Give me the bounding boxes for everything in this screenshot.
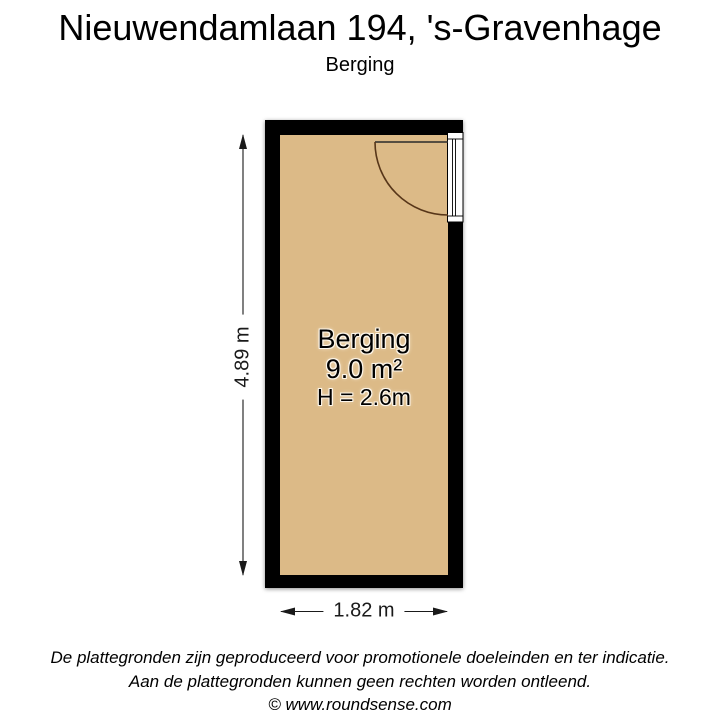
arrow-right-icon [433, 608, 448, 616]
dimension-label-height: 4.89 m [232, 314, 255, 399]
page-title: Nieuwendamlaan 194, 's-Gravenhage [58, 7, 662, 48]
arrow-down-icon [239, 561, 247, 576]
footer-disclaimer [0, 646, 720, 717]
footer-line: Aan de plattegronden kunnen geen rechten worden ontleend. [128, 671, 592, 691]
footer-copyright: © www.roundsense.com [268, 695, 452, 714]
room-label [317, 324, 411, 411]
arrow-left-icon [280, 608, 295, 616]
room-area: 9.0 m² [325, 354, 403, 384]
room-name: Berging [317, 324, 411, 354]
room-ceiling-height: H = 2.6m [317, 384, 411, 410]
footer-line: De plattegronden zijn geproduceerd voor promotionele doeleinden en ter indicatie. [50, 648, 670, 667]
dimension-label-width: 1.82 m [323, 600, 404, 623]
arrow-up-icon [239, 134, 247, 149]
page-subtitle: Berging [325, 54, 395, 76]
